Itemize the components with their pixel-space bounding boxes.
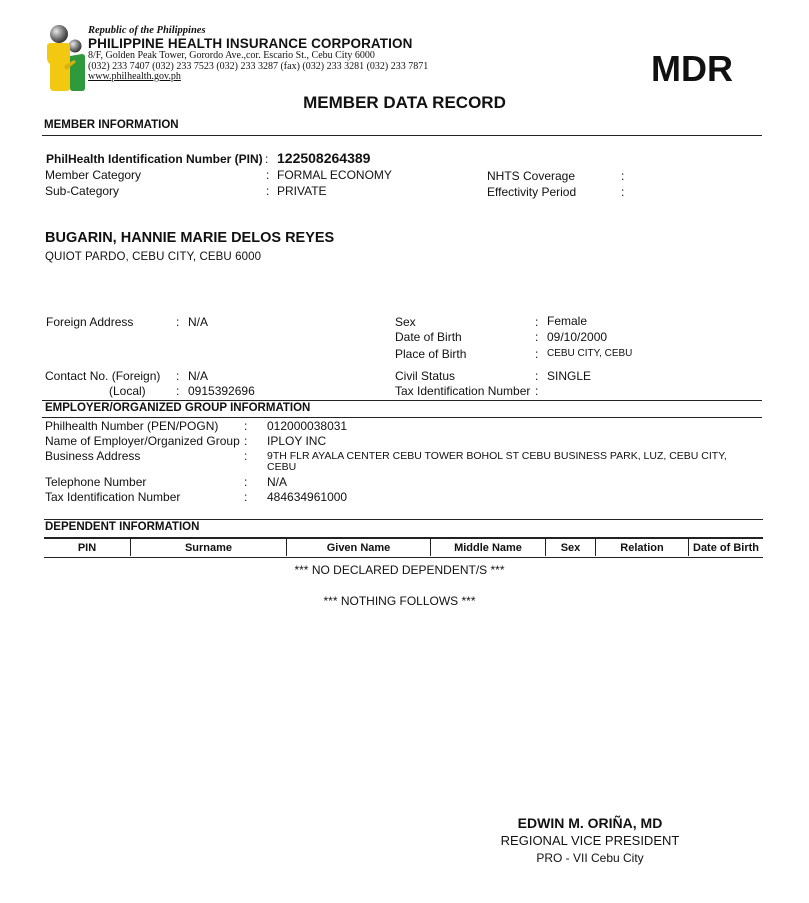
employer-info-heading: EMPLOYER/ORGANIZED GROUP INFORMATION — [45, 402, 311, 414]
place-of-birth-value: CEBU CITY, CEBU — [547, 348, 633, 359]
pen-label: Philhealth Number (PEN/POGN) — [45, 419, 219, 433]
sex-value: Female — [547, 314, 588, 328]
signatory-title: REGIONAL VICE PRESIDENT — [500, 833, 680, 848]
date-of-birth-label: Date of Birth — [395, 330, 462, 344]
date-of-birth-value: 09/10/2000 — [547, 330, 608, 344]
philhealth-logo — [44, 24, 88, 92]
colon: : — [621, 169, 625, 183]
nhts-coverage-label: NHTS Coverage — [487, 169, 576, 183]
column-header-surname: Surname — [184, 542, 233, 554]
colon: : — [176, 384, 180, 398]
table-header-bottom-border — [44, 557, 763, 558]
colon: : — [535, 315, 539, 329]
colon: : — [244, 449, 248, 463]
member-full-name: BUGARIN, HANNIE MARIE DELOS REYES — [45, 230, 335, 246]
civil-status-value: SINGLE — [547, 369, 592, 383]
nothing-follows-note: *** NOTHING FOLLOWS *** — [323, 594, 476, 608]
document-code: MDR — [651, 48, 733, 89]
column-header-sex: Sex — [560, 542, 581, 554]
member-tin-label: Tax Identification Number — [395, 384, 531, 398]
sub-category-value: PRIVATE — [277, 184, 327, 198]
colon: : — [265, 152, 269, 166]
dependent-info-heading: DEPENDENT INFORMATION — [45, 521, 200, 533]
foreign-address-label: Foreign Address — [46, 315, 134, 329]
pin-value: 122508264389 — [277, 150, 371, 166]
colon: : — [176, 315, 180, 329]
business-address-line2: CEBU — [267, 461, 297, 473]
signatory-office: PRO - VII Cebu City — [536, 851, 644, 865]
divider — [42, 400, 762, 401]
divider — [44, 519, 763, 520]
office-address: 8/F, Golden Peak Tower, Gorordo Ave.,cor. Escario St., Cebu City 6000 — [88, 50, 375, 61]
corporation-name: PHILIPPINE HEALTH INSURANCE CORPORATION — [88, 36, 413, 51]
divider — [42, 135, 762, 136]
employer-tin-value: 484634961000 — [267, 490, 348, 504]
column-header-relation: Relation — [620, 542, 664, 554]
column-divider — [688, 539, 689, 556]
divider — [42, 417, 762, 418]
colon: : — [621, 185, 625, 199]
civil-status-label: Civil Status — [395, 369, 456, 383]
colon: : — [266, 168, 270, 182]
sex-label: Sex — [395, 315, 416, 329]
member-home-address: QUIOT PARDO, CEBU CITY, CEBU 6000 — [45, 251, 262, 263]
colon: : — [244, 434, 248, 448]
no-dependents-note: *** NO DECLARED DEPENDENT/S *** — [294, 563, 505, 577]
colon: : — [176, 369, 180, 383]
table-top-border — [44, 537, 763, 539]
contact-foreign-label: Contact No. (Foreign) — [45, 369, 161, 383]
colon: : — [266, 184, 270, 198]
column-header-pin: PIN — [77, 542, 97, 554]
member-category-value: FORMAL ECONOMY — [277, 168, 392, 182]
column-header-middle-name: Middle Name — [454, 542, 522, 554]
effectivity-period-label: Effectivity Period — [487, 185, 577, 199]
business-address-line1: 9TH FLR AYALA CENTER CEBU TOWER BOHOL ST CEBU BUSINESS PARK, LUZ, CEBU CITY, — [267, 450, 727, 462]
office-phones: (032) 233 7407 (032) 233 7523 (032) 233 3287 (fax) (032) 233 3281 (032) 233 7871 — [88, 61, 429, 72]
document-title: MEMBER DATA RECORD — [303, 93, 506, 112]
colon: : — [535, 330, 539, 344]
contact-foreign-value: N/A — [188, 369, 209, 383]
employer-name-value: IPLOY INC — [267, 434, 327, 448]
pen-value: 012000038031 — [267, 419, 348, 433]
member-category-label: Member Category — [45, 168, 142, 182]
telephone-value: N/A — [267, 475, 288, 489]
column-header-date-of-birth: Date of Birth — [693, 542, 759, 554]
signatory-name: EDWIN M. ORIÑA, MD — [517, 815, 663, 831]
republic-label: Republic of the Philippines — [88, 25, 206, 36]
contact-local-label: (Local) — [109, 384, 146, 398]
pin-label: PhilHealth Identification Number (PIN) — [46, 152, 263, 166]
website-link[interactable]: www.philhealth.gov.ph — [88, 71, 181, 82]
employer-tin-label: Tax Identification Number — [45, 490, 181, 504]
colon: : — [244, 490, 248, 504]
foreign-address-value: N/A — [188, 315, 209, 329]
contact-local-value: 0915392696 — [188, 384, 255, 398]
place-of-birth-label: Place of Birth — [395, 347, 467, 361]
colon: : — [244, 419, 248, 433]
sub-category-label: Sub-Category — [45, 184, 120, 198]
employer-name-label: Name of Employer/Organized Group — [45, 434, 240, 448]
telephone-label: Telephone Number — [45, 475, 147, 489]
colon: : — [244, 475, 248, 489]
business-address-label: Business Address — [45, 449, 141, 463]
colon: : — [535, 384, 539, 398]
member-info-heading: MEMBER INFORMATION — [44, 119, 179, 131]
column-header-given-name: Given Name — [326, 542, 391, 554]
colon: : — [535, 347, 539, 361]
colon: : — [535, 369, 539, 383]
